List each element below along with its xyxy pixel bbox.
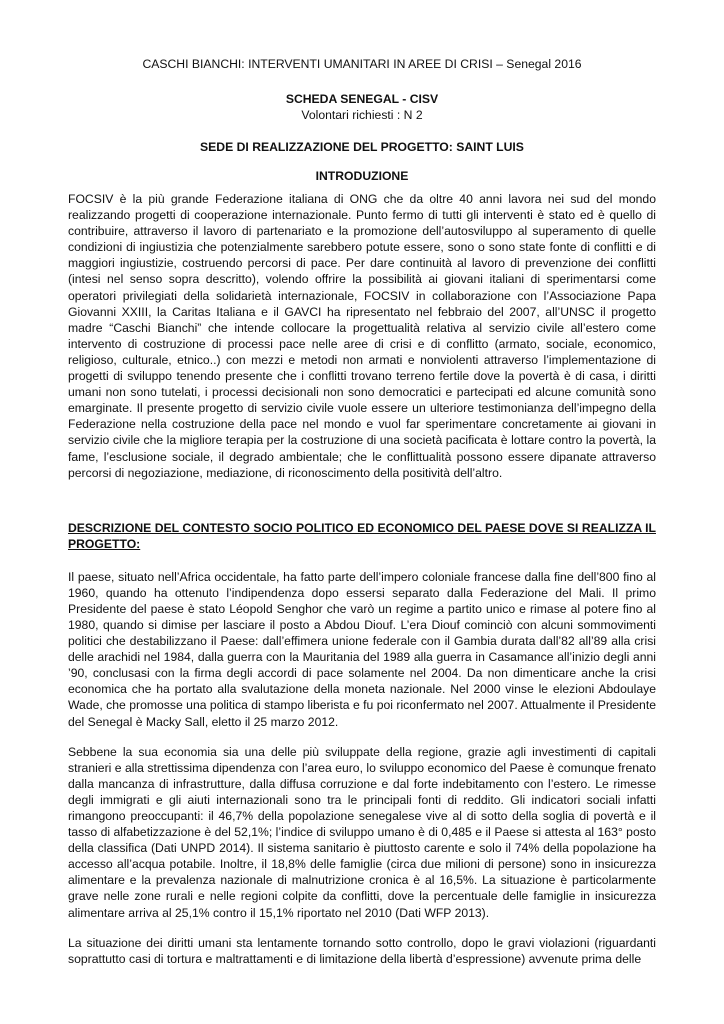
- sede-title: SEDE DI REALIZZAZIONE DEL PROGETTO: SAINT LUIS: [200, 140, 524, 154]
- document-header-line: CASCHI BIANCHI: INTERVENTI UMANITARI IN AREE DI CRISI – Senegal 2016: [142, 57, 582, 71]
- paragraph-human-rights: La situazione dei diritti umani sta lentamente tornando sotto controllo, dopo le gravi violazioni (riguardanti soprattutto casi di tortura e maltrattamenti e di limitazione della libertà d’espressione) avvenute prima delle: [68, 935, 656, 966]
- scheda-title: SCHEDA SENEGAL - CISV: [285, 92, 439, 106]
- paragraph-history: Il paese, situato nell’Africa occidentale, ha fatto parte dell’impero coloniale francese dalla fine dell’800 fino al 1960, quando ha ottenuto l’indipendenza dopo essersi separato dalla Federazione del Mali. Il primo Presidente del paese è stato Léopold Senghor che varò un regime a partito unico e rimase al potere fino al 1980, quando si dimise per lasciare il posto a Abdou Diouf. L’era Diouf cominciò con alcuni sommovimenti politici che destabilizzano il Paese: dall’effimera unione federale con il Gambia durata dall’82 all’89 alla crisi delle arachidi nel 1984, dalla guerra con la Mauritania del 1989 alla guerra in Casamance all’inizio degli anni ’90, conclusasi con la firma degli accordi di pace solamente nel 2004. Da non dimenticare anche la crisi economica che ha portato alla svalutazione della moneta nazionale. Nel 2000 vinse le elezioni Abdoulaye Wade, che promosse una politica di stampo liberista e fu poi riconfermato nel 2007. Attualmente il Presidente del Senegal è Macky Sall, eletto il 25 marzo 2012.: [68, 569, 656, 729]
- page-content: [68, 56, 656, 967]
- volontari-richiesti: Volontari richiesti : N 2: [301, 108, 423, 122]
- introduzione-title: INTRODUZIONE: [315, 169, 409, 183]
- paragraph-economy: Sebbene la sua economia sia una delle più sviluppate della regione, grazie agli investimenti di capitali stranieri e alla strettissima dipendenza con l’area euro, lo sviluppo economico del Paese è comunque frenato dalla mancanza di infrastrutture, dalla diffusa corruzione e dal forte indebitamento con l’estero. Le rimesse degli immigrati e gli aiuti internazionali sono tra le principali fonti di reddito. Gli indicatori sociali infatti rimangono preoccupanti: il 46,7% della popolazione senegalese vive al di sotto della soglia di povertà e il tasso di alfabetizzazione è del 52,1%; l’indice di sviluppo umano è di 0,485 e il Paese si attesta al 163° posto della classifica (Dati UNPD 2014). Il sistema sanitario è piuttosto carente e solo il 74% della popolazione ha accesso all’acqua potabile. Inoltre, il 18,8% delle famiglie (circa due milioni di persone) sono in insicurezza alimentare e la prevalenza nazionale di malnutrizione cronica è al 16,5%. La situazione è particolarmente grave nelle zone rurali e nelle regioni colpite da conflitti, dove la percentuale delle famiglie in insicurezza alimentare arriva al 25,1% contro il 15,1% riportato nel 2010 (Dati WFP 2013).: [68, 744, 656, 920]
- intro-paragraph: FOCSIV è la più grande Federazione italiana di ONG che da oltre 40 anni lavora nei sud del mondo realizzando progetti di cooperazione internazionale. Punto fermo di tutti gli interventi è stato ed è quello di contribuire, attraverso il lavoro di partenariato e la promozione dell’autosviluppo al superamento di quelle condizioni di ingiustizia che potenzialmente sarebbero potute essere, sono o sono state fonte di conflitti e di maggiori ingiustizie, costruendo percorsi di pace. Per dare continuità al lavoro di prevenzione dei conflitti (intesi nel senso sopra descritto), volendo offrire la possibilità ai giovani italiani di sperimentarsi come operatori privilegiati della solidarietà internazionale, FOCSIV in collaborazione con l’Associazione Papa Giovanni XXIII, la Caritas Italiana e il GAVCI ha ripresentato nel febbraio del 2007, all’UNSC il progetto madre “Caschi Bianchi” che intende collocare la progettualità relativa al servizio civile all’estero come intervento di costruzione di processi pace nelle aree di crisi e di conflitto (armato, sociale, economico, religioso, culturale, etnico..) con mezzi e metodi non armati e nonviolenti attraverso l’implementazione di progetti di sviluppo tenendo presente che i conflitti trovano terreno fertile dove la povertà è di casa, i diritti umani non sono tutelati, i processi decisionali non sono democratici e partecipati ed alcune comunità sono emarginate. Il presente progetto di servizio civile vuole essere un ulteriore testimonianza dell’impegno della Federazione nella costruzione della pace nel mondo e vuol far sperimentare concretamente ai giovani in servizio civile che la migliore terapia per la costruzione di una società pacificata è lottare contro la povertà, la fame, l’esclusione sociale, il degrado ambientale; che le conflittualità possono essere dipanate attraverso percorsi di negoziazione, mediazione, di riconoscimento della positività dell’altro.: [68, 192, 656, 480]
- section-heading: DESCRIZIONE DEL CONTESTO SOCIO POLITICO ED ECONOMICO DEL PAESE DOVE SI REALIZZA IL PROGETTO:: [68, 520, 656, 551]
